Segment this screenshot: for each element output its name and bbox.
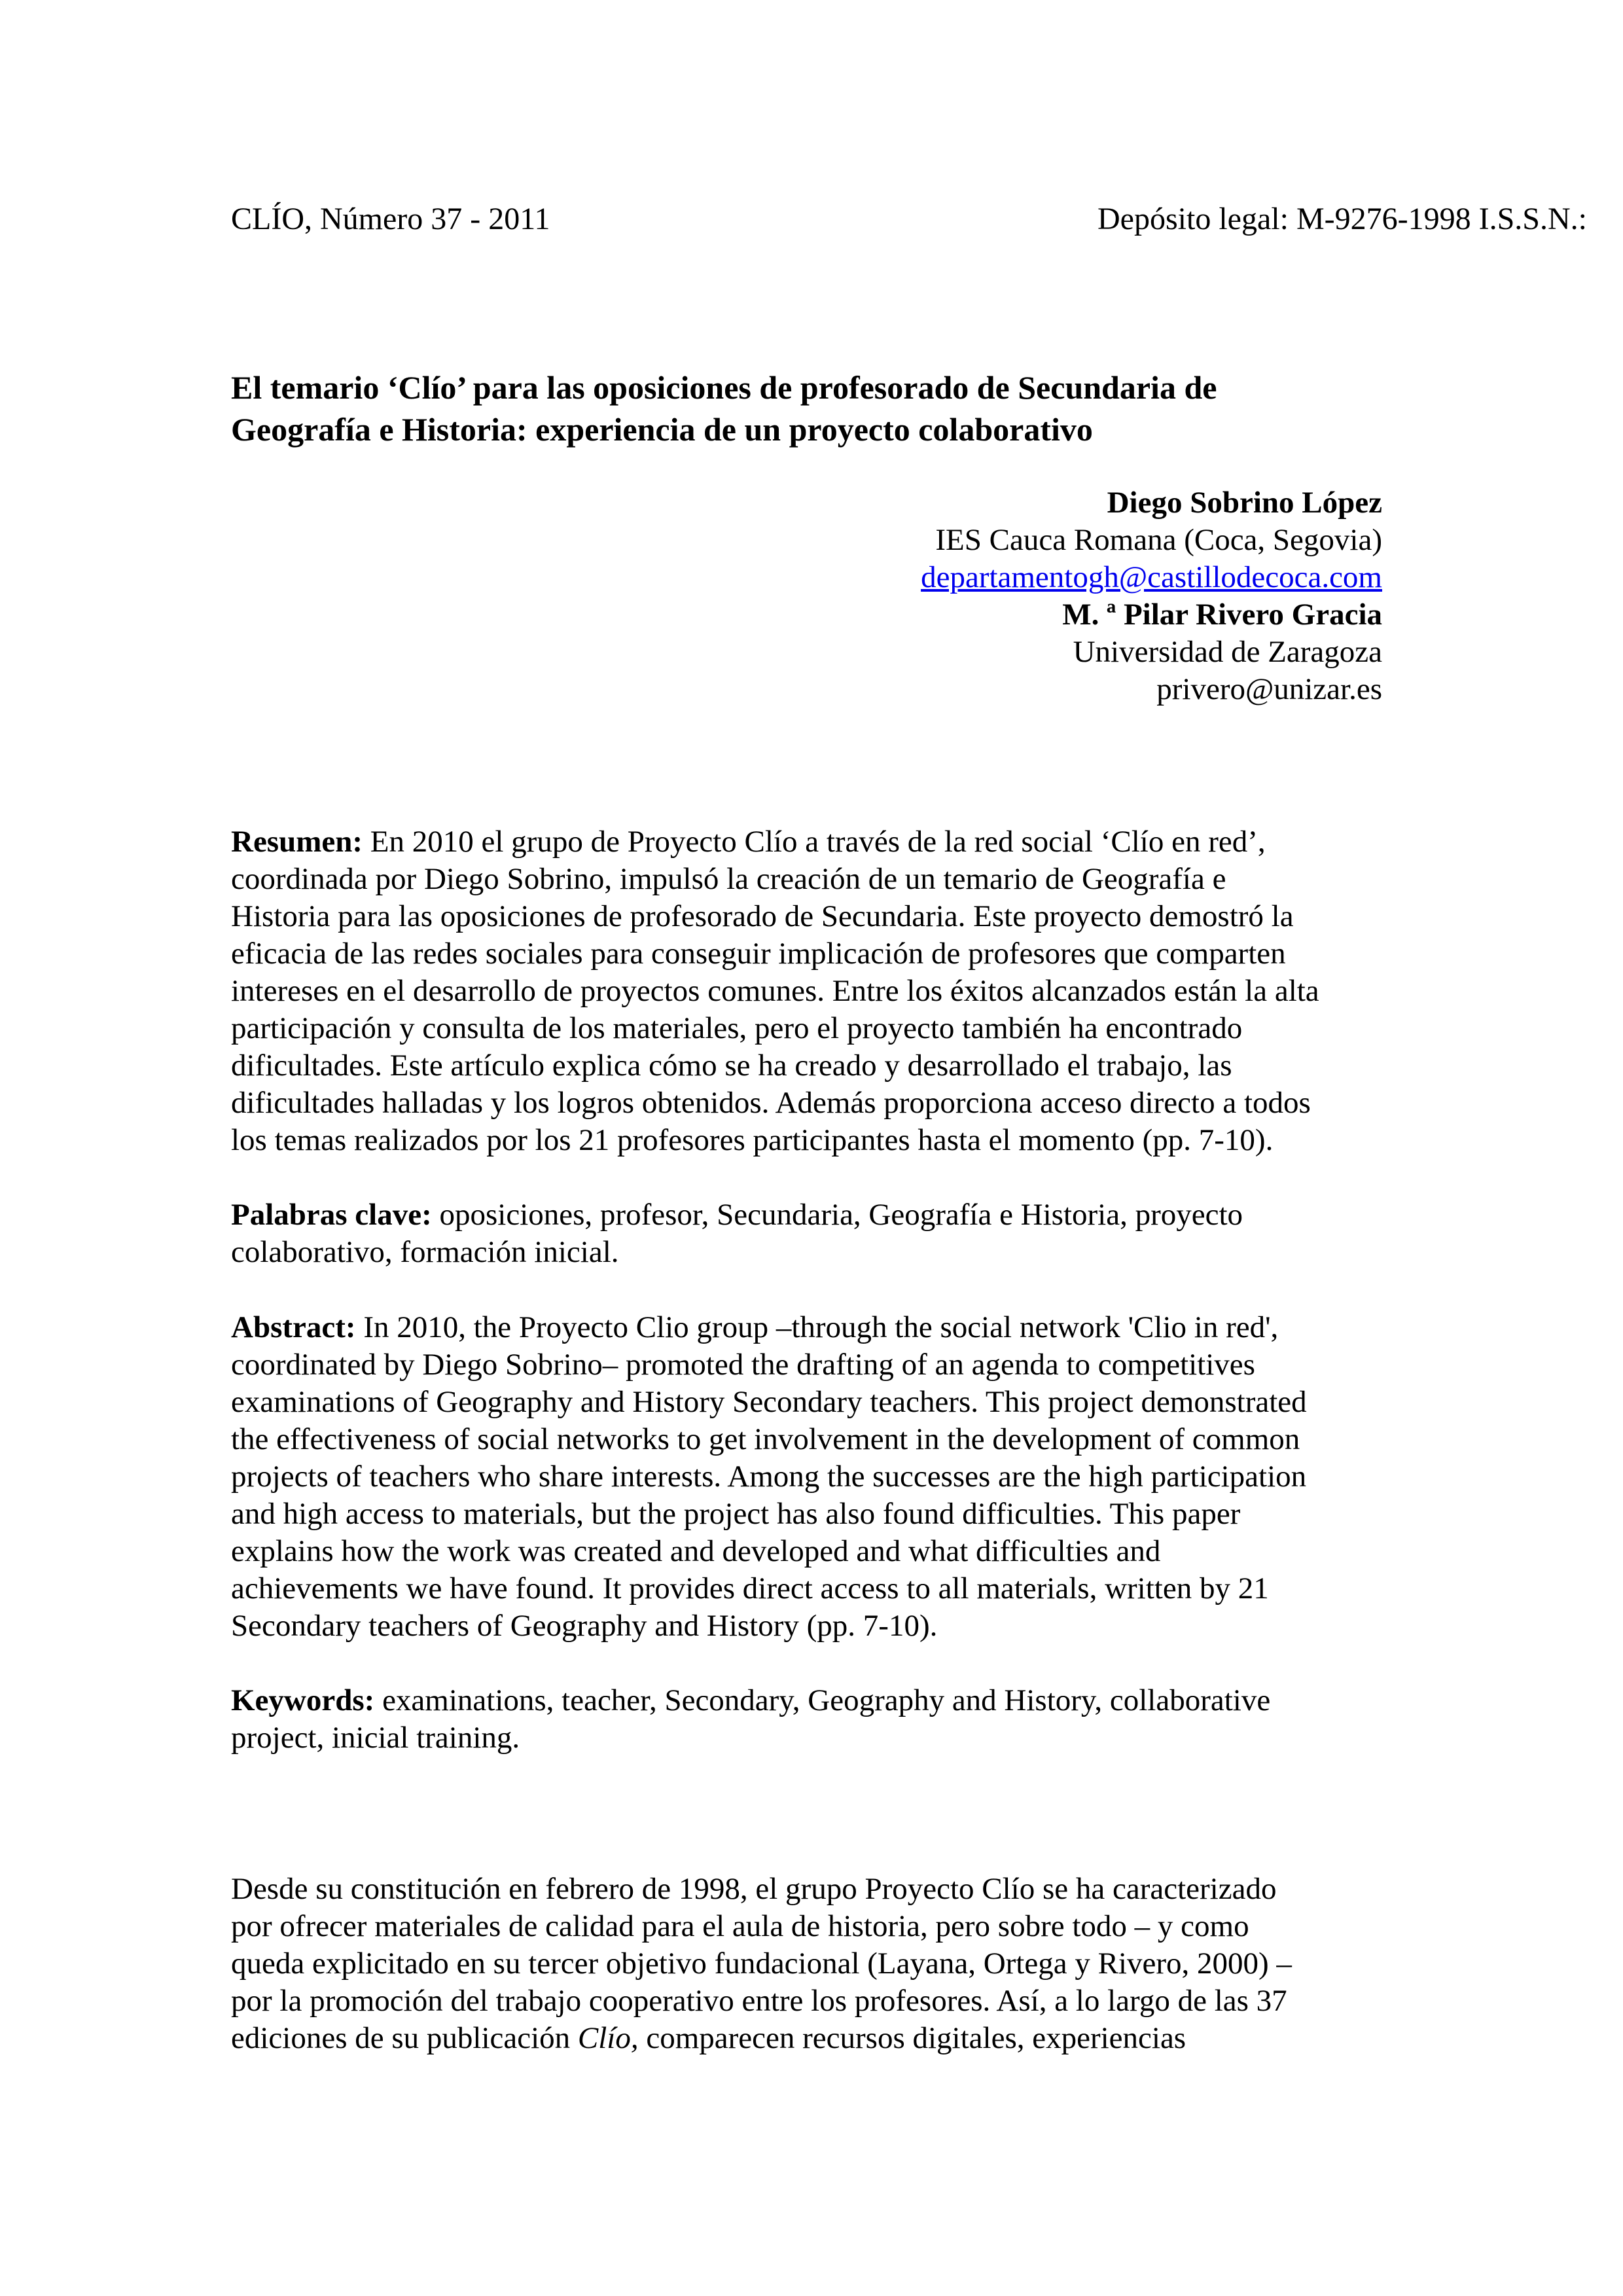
- text-line: Historia para las oposiciones de profesorado de Secundaria. Este proyecto demostró la: [231, 899, 1294, 933]
- text-line: project, inicial training.: [231, 1721, 520, 1755]
- text-line-segment: comparecen recursos digitales, experiencias: [638, 2021, 1186, 2055]
- text-line: Desde su constitución en febrero de 1998, el grupo Proyecto Clío se ha caracterizado: [231, 1872, 1277, 1906]
- journal-header: CLÍO, Número 37 - 2011: [231, 202, 550, 236]
- author-affiliation: IES Cauca Romana (Coca, Segovia): [935, 523, 1382, 557]
- text-line: explains how the work was created and developed and what difficulties and: [231, 1534, 1161, 1568]
- keywords-label: Keywords:: [231, 1683, 375, 1717]
- author-name: Diego Sobrino López: [1107, 486, 1382, 520]
- text-line: dificultades. Este artículo explica cómo se ha creado y desarrollado el trabajo, las: [231, 1049, 1232, 1083]
- text-line: the effectiveness of social networks to get involvement in the development of common: [231, 1422, 1300, 1456]
- keywords-paragraph: [231, 1682, 1422, 1757]
- text-line: queda explicitado en su tercer objetivo fundacional (Layana, Ortega y Rivero, 2000) –: [231, 1946, 1292, 1981]
- article-title: [231, 367, 1409, 450]
- text-line: En 2010 el grupo de Proyecto Clío a través de la red social ‘Clío en red’,: [363, 825, 1266, 859]
- text-line: Secondary teachers of Geography and History (pp. 7-10).: [231, 1609, 938, 1643]
- text-line: coordinated by Diego Sobrino– promoted the drafting of an agenda to competitives: [231, 1348, 1255, 1382]
- resumen-paragraph: [231, 823, 1422, 1159]
- text-line: por ofrecer materiales de calidad para el aula de historia, pero sobre todo – y como: [231, 1909, 1249, 1943]
- text-line-segment: ediciones de su publicación: [231, 2021, 578, 2055]
- author-email-link[interactable]: departamentogh@castillodecoca.com: [921, 560, 1382, 594]
- author-block: [921, 484, 1382, 708]
- text-line: oposiciones, profesor, Secundaria, Geografía e Historia, proyecto: [431, 1198, 1243, 1232]
- title-line: Geografía e Historia: experiencia de un proyecto colaborativo: [231, 411, 1093, 448]
- text-line: los temas realizados por los 21 profesores participantes hasta el momento (pp. 7-10).: [231, 1123, 1274, 1157]
- text-line: intereses en el desarrollo de proyectos comunes. Entre los éxitos alcanzados están la alta: [231, 974, 1319, 1008]
- text-line: projects of teachers who share interests. Among the successes are the high participation: [231, 1460, 1307, 1494]
- abstract-paragraph: [231, 1309, 1422, 1645]
- text-line: por la promoción del trabajo cooperativo entre los profesores. Así, a lo largo de las 37: [231, 1984, 1287, 2018]
- text-line: and high access to materials, but the project has also found difficulties. This paper: [231, 1497, 1241, 1531]
- text-line: In 2010, the Proyecto Clio group –through the social network 'Clio in red',: [355, 1310, 1279, 1344]
- publication-title: Clío,: [577, 2021, 639, 2055]
- palabras-clave-paragraph: [231, 1196, 1422, 1271]
- title-line: El temario ‘Clío’ para las oposiciones de profesorado de Secundaria de: [231, 369, 1217, 406]
- author-affiliation: Universidad de Zaragoza: [1073, 635, 1382, 669]
- text-line: coordinada por Diego Sobrino, impulsó la creación de un temario de Geografía e: [231, 862, 1226, 896]
- body-paragraph: [231, 1871, 1422, 2057]
- text-line: achievements we have found. It provides direct access to all materials, written by 21: [231, 1571, 1269, 1605]
- text-line: participación y consulta de los materiales, pero el proyecto también ha encontrado: [231, 1011, 1243, 1045]
- text-line: dificultades halladas y los logros obtenidos. Además proporciona acceso directo a todos: [231, 1086, 1311, 1120]
- author-email: privero@unizar.es: [1156, 672, 1382, 706]
- text-line: examinations of Geography and History Secondary teachers. This project demonstrated: [231, 1385, 1307, 1419]
- palabras-clave-label: Palabras clave:: [231, 1198, 432, 1232]
- author-name: M. ª Pilar Rivero Gracia: [1062, 598, 1382, 632]
- text-line: eficacia de las redes sociales para conseguir implicación de profesores que comparten: [231, 937, 1286, 971]
- resumen-label: Resumen:: [231, 825, 363, 859]
- text-line: examinations, teacher, Secondary, Geography and History, collaborative: [374, 1683, 1271, 1717]
- abstract-label: Abstract:: [231, 1310, 356, 1344]
- text-line: colaborativo, formación inicial.: [231, 1235, 619, 1269]
- legal-deposit-header: Depósito legal: M-9276-1998 I.S.S.N.:: [1097, 202, 1587, 236]
